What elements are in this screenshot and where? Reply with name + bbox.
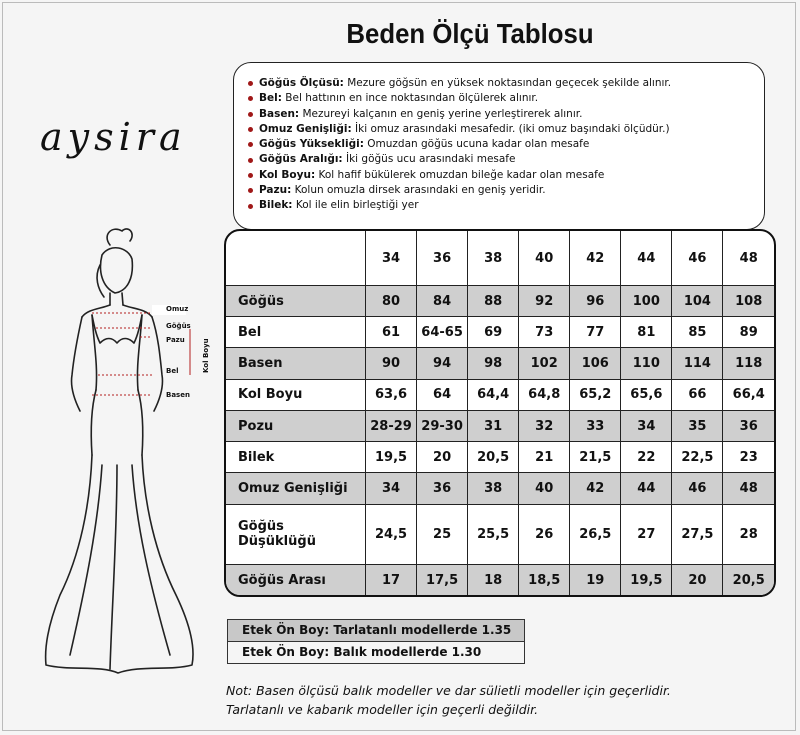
table-cell: 25,5: [468, 504, 519, 565]
size-header-cell: 38: [468, 231, 519, 286]
row-label: Göğüs Arası: [226, 565, 366, 595]
definition-term: Kol Boyu:: [259, 168, 316, 181]
bullet-icon: [248, 81, 253, 86]
table-cell: 89: [723, 317, 774, 348]
bullet-icon: [248, 127, 253, 132]
definition-term: Basen:: [259, 107, 300, 120]
table-cell: 48: [723, 473, 774, 504]
bullet-icon: [248, 112, 253, 117]
definition-item: [248, 152, 750, 167]
table-cell: 34: [366, 473, 417, 504]
definition-text: Mezure göğsün en yüksek noktasından geçecek şekilde alınır.: [343, 77, 672, 89]
definition-item: [248, 76, 750, 91]
table-cell: 27,5: [672, 504, 723, 565]
table-cell: 19,5: [621, 565, 672, 595]
definition-text: Kolun omuzla dirsek arasındaki en geniş yeridir.: [291, 184, 546, 197]
row-label: Kol Boyu: [226, 379, 366, 410]
row-label: Göğüs: [226, 286, 366, 317]
table-cell: 92: [519, 286, 570, 317]
table-cell: 36: [723, 410, 774, 441]
table-cell: 104: [672, 286, 723, 317]
size-header-cell: 36: [417, 231, 468, 286]
footnote-line: Tarlatanlı ve kabarık modeller için geçerli değildir.: [226, 702, 539, 717]
table-cell: 29-30: [417, 410, 468, 441]
table-cell: 114: [672, 348, 723, 379]
table-cell: 26,5: [570, 504, 621, 565]
table-cell: 24,5: [366, 504, 417, 565]
table-corner-cell: [226, 231, 366, 286]
table-cell: 94: [417, 348, 468, 379]
table-cell: 38: [468, 473, 519, 504]
bullet-icon: [248, 204, 253, 209]
row-label: Göğüs Düşüklüğü: [226, 504, 366, 565]
table-row: [226, 410, 774, 441]
table-cell: 20,5: [723, 565, 774, 595]
definition-item: [248, 198, 750, 213]
table-cell: 65,2: [570, 379, 621, 410]
table-cell: 20,5: [468, 442, 519, 473]
definition-term: Omuz Genişliği:: [259, 122, 352, 135]
bullet-icon: [248, 173, 253, 178]
table-cell: 102: [519, 348, 570, 379]
definition-item: [248, 107, 750, 122]
definition-text: Mezureyi kalçanın en geniş yerine yerleştirerek alınır.: [299, 107, 583, 120]
table-cell: 34: [621, 410, 672, 441]
table-cell: 21,5: [570, 442, 621, 473]
figure-label-gogus: Göğüs: [166, 322, 191, 330]
skirt-length-balik: Etek Ön Boy: Balık modellerde 1.30: [242, 645, 482, 659]
figure-label-pazu: Pazu: [166, 336, 185, 344]
table-cell: 110: [621, 348, 672, 379]
bullet-icon: [248, 96, 253, 101]
table-cell: 61: [366, 317, 417, 348]
size-header-cell: 44: [621, 231, 672, 286]
table-cell: 28: [723, 504, 774, 565]
table-cell: 28-29: [366, 410, 417, 441]
table-cell: 44: [621, 473, 672, 504]
table-cell: 96: [570, 286, 621, 317]
table-cell: 22,5: [672, 442, 723, 473]
definition-item: [248, 168, 750, 183]
table-row: [226, 504, 774, 565]
table-row: [226, 442, 774, 473]
definition-item: [248, 137, 750, 152]
table-cell: 66: [672, 379, 723, 410]
definition-term: Bel:: [259, 92, 282, 105]
table-cell: 25: [417, 504, 468, 565]
row-label: Bilek: [226, 442, 366, 473]
bullet-icon: [248, 142, 253, 147]
definition-text: Kol ile elin birleştiği yer: [292, 199, 419, 212]
table-cell: 23: [723, 442, 774, 473]
definition-text: İki göğüs ucu arasındaki mesafe: [342, 153, 516, 166]
table-cell: 17: [366, 565, 417, 595]
row-label: Bel: [226, 317, 366, 348]
row-label: Basen: [226, 348, 366, 379]
table-row: [226, 473, 774, 504]
definition-item: [248, 183, 750, 198]
table-row: [226, 286, 774, 317]
dress-figure-illustration: [40, 225, 230, 685]
table-cell: 108: [723, 286, 774, 317]
table-cell: 77: [570, 317, 621, 348]
table-cell: 46: [672, 473, 723, 504]
table-cell: 81: [621, 317, 672, 348]
table-row: [226, 317, 774, 348]
table-cell: 64,8: [519, 379, 570, 410]
bullet-icon: [248, 158, 253, 163]
size-header-cell: 40: [519, 231, 570, 286]
definition-text: Omuzdan göğüs ucuna kadar olan mesafe: [363, 138, 590, 151]
definition-term: Bilek:: [259, 199, 293, 212]
figure-label-basen: Basen: [166, 391, 190, 399]
table-cell: 17,5: [417, 565, 468, 595]
table-cell: 18,5: [519, 565, 570, 595]
skirt-length-box: [227, 619, 525, 664]
table-cell: 98: [468, 348, 519, 379]
definition-term: Pazu:: [259, 184, 292, 197]
table-cell: 100: [621, 286, 672, 317]
table-cell: 42: [570, 473, 621, 504]
table-cell: 33: [570, 410, 621, 441]
table-cell: 85: [672, 317, 723, 348]
definition-text: Bel hattının en ince noktasından ölçülerek alınır.: [281, 92, 539, 105]
table-cell: 21: [519, 442, 570, 473]
size-header-cell: 46: [672, 231, 723, 286]
table-cell: 64: [417, 379, 468, 410]
table-cell: 69: [468, 317, 519, 348]
table-cell: 90: [366, 348, 417, 379]
table-cell: 19: [570, 565, 621, 595]
footnote: [226, 681, 671, 719]
size-header-cell: 34: [366, 231, 417, 286]
table-cell: 84: [417, 286, 468, 317]
table-row: [226, 348, 774, 379]
definition-term: Göğüs Yüksekliği:: [259, 138, 364, 151]
table-cell: 63,6: [366, 379, 417, 410]
table-cell: 64,4: [468, 379, 519, 410]
table-header-row: [226, 231, 774, 286]
definition-item: [248, 122, 750, 137]
table-cell: 35: [672, 410, 723, 441]
table-cell: 66,4: [723, 379, 774, 410]
size-header-cell: 48: [723, 231, 774, 286]
page-title: Beden Ölçü Tablosu: [346, 18, 594, 49]
figure-label-kol-boyu: Kol Boyu: [202, 338, 210, 373]
table-cell: 73: [519, 317, 570, 348]
definition-text: Kol hafif bükülerek omuzdan bileğe kadar olan mesafe: [315, 168, 605, 181]
table-cell: 65,6: [621, 379, 672, 410]
definitions-box: [233, 62, 765, 230]
table-cell: 22: [621, 442, 672, 473]
definition-item: [248, 91, 750, 106]
table-cell: 20: [672, 565, 723, 595]
table-cell: 118: [723, 348, 774, 379]
definition-term: Göğüs Aralığı:: [259, 153, 343, 166]
table-row: [226, 379, 774, 410]
table-cell: 40: [519, 473, 570, 504]
skirt-length-tarlatan: Etek Ön Boy: Tarlatanlı modellerde 1.35: [228, 620, 524, 642]
table-cell: 88: [468, 286, 519, 317]
table-cell: 26: [519, 504, 570, 565]
row-label: Omuz Genişliği: [226, 473, 366, 504]
table-cell: 36: [417, 473, 468, 504]
row-label: Pozu: [226, 410, 366, 441]
table-cell: 80: [366, 286, 417, 317]
definition-term: Göğüs Ölçüsü:: [259, 77, 344, 89]
size-table: [224, 229, 776, 597]
bullet-icon: [248, 188, 253, 193]
brand-logo: aysira: [40, 115, 187, 159]
definition-text: İki omuz arasındaki mesafedir. (iki omuz başındaki ölçüdür.): [351, 122, 670, 135]
table-cell: 18: [468, 565, 519, 595]
table-cell: 19,5: [366, 442, 417, 473]
footnote-line: Not: Basen ölçüsü balık modeller ve dar sülietli modeller için geçerlidir.: [226, 683, 671, 698]
size-header-cell: 42: [570, 231, 621, 286]
table-cell: 27: [621, 504, 672, 565]
table-cell: 106: [570, 348, 621, 379]
figure-label-omuz: Omuz: [166, 305, 189, 313]
table-cell: 20: [417, 442, 468, 473]
figure-label-bel: Bel: [166, 367, 179, 375]
table-row: [226, 565, 774, 595]
table-cell: 31: [468, 410, 519, 441]
table-cell: 32: [519, 410, 570, 441]
table-cell: 64-65: [417, 317, 468, 348]
